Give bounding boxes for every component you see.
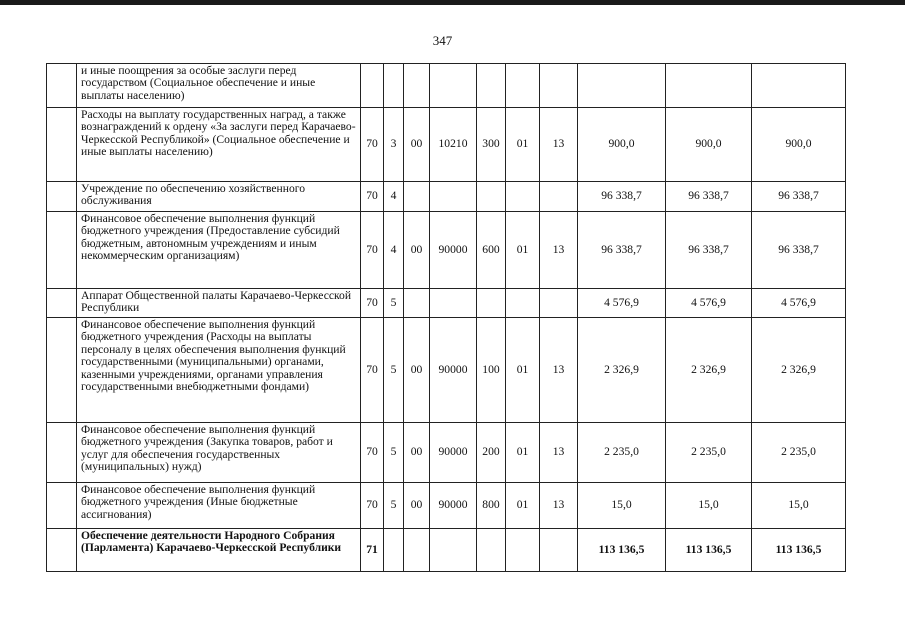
budget-table: [46, 63, 846, 572]
code-subsection: 13: [540, 423, 578, 483]
row-name: Финансовое обеспечение выполнения функций бюджетного учреждения (Иные бюджетные ассигнования): [77, 483, 361, 529]
code-subsection: [540, 182, 578, 212]
code-subprogram: 00: [404, 423, 430, 483]
amount-2: 2 235,0: [666, 423, 752, 483]
amount-3: 96 338,7: [752, 182, 846, 212]
table-row: [47, 182, 846, 212]
code-direction: [430, 529, 477, 572]
code-subsection: 13: [540, 318, 578, 423]
code-direction: [430, 182, 477, 212]
code-program: 4: [384, 182, 404, 212]
amount-3: 4 576,9: [752, 289, 846, 318]
code-subprogram: 00: [404, 318, 430, 423]
code-subprogram: 00: [404, 212, 430, 289]
code-admin: 70: [361, 182, 384, 212]
amount-2: 4 576,9: [666, 289, 752, 318]
code-direction: 90000: [430, 483, 477, 529]
code-program: [384, 64, 404, 108]
blank-cell: [47, 108, 77, 182]
code-program: 5: [384, 289, 404, 318]
code-program: 5: [384, 318, 404, 423]
blank-cell: [47, 423, 77, 483]
code-subsection: 13: [540, 108, 578, 182]
code-section: 01: [506, 423, 540, 483]
table-row: [47, 318, 846, 423]
blank-cell: [47, 64, 77, 108]
row-name: Аппарат Общественной палаты Карачаево-Черкесской Республики: [77, 289, 361, 318]
amount-2: 900,0: [666, 108, 752, 182]
code-expense-type: 100: [477, 318, 506, 423]
amount-3: 2 235,0: [752, 423, 846, 483]
amount-1: 15,0: [578, 483, 666, 529]
table-row: [47, 529, 846, 572]
row-name: Финансовое обеспечение выполнения функций бюджетного учреждения (Предоставление субсидий бюджетным, автономным учреждениям и иным некоммерческим организациям): [77, 212, 361, 289]
amount-1: 2 235,0: [578, 423, 666, 483]
amount-3: 900,0: [752, 108, 846, 182]
code-admin: 70: [361, 108, 384, 182]
amount-1: [578, 64, 666, 108]
code-subprogram: [404, 289, 430, 318]
table-row: [47, 64, 846, 108]
amount-1: 96 338,7: [578, 212, 666, 289]
amount-3: 2 326,9: [752, 318, 846, 423]
code-direction: [430, 289, 477, 318]
code-program: [384, 529, 404, 572]
row-name: Учреждение по обеспечению хозяйственного обслуживания: [77, 182, 361, 212]
table-row: [47, 212, 846, 289]
code-subprogram: [404, 182, 430, 212]
row-name: Финансовое обеспечение выполнения функций бюджетного учреждения (Закупка товаров, работ и услуг для обеспечения государственных (муниципальных) нужд): [77, 423, 361, 483]
amount-2: [666, 64, 752, 108]
table-row: [47, 108, 846, 182]
code-expense-type: 600: [477, 212, 506, 289]
code-section: [506, 289, 540, 318]
code-expense-type: 300: [477, 108, 506, 182]
table-row: [47, 289, 846, 318]
code-admin: 70: [361, 318, 384, 423]
amount-1: 2 326,9: [578, 318, 666, 423]
row-name: и иные поощрения за особые заслуги перед государством (Социальное обеспечение и иные выплаты населению): [77, 64, 361, 108]
amount-1: 900,0: [578, 108, 666, 182]
code-admin: [361, 64, 384, 108]
code-program: 5: [384, 423, 404, 483]
code-direction: [430, 64, 477, 108]
code-admin: 70: [361, 289, 384, 318]
code-direction: 10210: [430, 108, 477, 182]
code-expense-type: [477, 182, 506, 212]
code-program: 5: [384, 483, 404, 529]
code-expense-type: [477, 289, 506, 318]
row-name: Расходы на выплату государственных наград, а также вознаграждений к ордену «За заслуги перед Карачаево-Черкесской Республикой» (Социальное обеспечение и иные выплаты населению): [77, 108, 361, 182]
amount-2: 15,0: [666, 483, 752, 529]
code-section: 01: [506, 212, 540, 289]
blank-cell: [47, 182, 77, 212]
amount-3: 15,0: [752, 483, 846, 529]
code-expense-type: 200: [477, 423, 506, 483]
amount-1: 113 136,5: [578, 529, 666, 572]
code-expense-type: [477, 529, 506, 572]
row-name: Финансовое обеспечение выполнения функций бюджетного учреждения (Расходы на выплаты персоналу в целях обеспечения выполнения функций государственными (муниципальными) органами, казенными учреждениями, органами управления государственными внебюджетными фондами): [77, 318, 361, 423]
code-section: [506, 182, 540, 212]
code-section: 01: [506, 483, 540, 529]
code-subsection: 13: [540, 483, 578, 529]
amount-3: 96 338,7: [752, 212, 846, 289]
amount-2: 2 326,9: [666, 318, 752, 423]
code-subsection: [540, 529, 578, 572]
code-direction: 90000: [430, 318, 477, 423]
table-row: [47, 483, 846, 529]
code-expense-type: [477, 64, 506, 108]
amount-2: 96 338,7: [666, 182, 752, 212]
amount-1: 4 576,9: [578, 289, 666, 318]
row-name: Обеспечение деятельности Народного Собрания (Парламента) Карачаево-Черкесской Республики: [77, 529, 361, 572]
code-section: [506, 529, 540, 572]
code-subsection: [540, 289, 578, 318]
amount-3: [752, 64, 846, 108]
code-section: 01: [506, 318, 540, 423]
code-expense-type: 800: [477, 483, 506, 529]
scan-top-border: [0, 0, 905, 5]
code-subprogram: [404, 529, 430, 572]
code-direction: 90000: [430, 212, 477, 289]
code-program: 4: [384, 212, 404, 289]
amount-2: 96 338,7: [666, 212, 752, 289]
code-admin: 70: [361, 483, 384, 529]
code-admin: 71: [361, 529, 384, 572]
code-subsection: 13: [540, 212, 578, 289]
code-subprogram: 00: [404, 108, 430, 182]
page-number: 347: [432, 33, 453, 48]
code-program: 3: [384, 108, 404, 182]
amount-1: 96 338,7: [578, 182, 666, 212]
blank-cell: [47, 529, 77, 572]
blank-cell: [47, 318, 77, 423]
blank-cell: [47, 212, 77, 289]
table-row: [47, 423, 846, 483]
amount-2: 113 136,5: [666, 529, 752, 572]
blank-cell: [47, 483, 77, 529]
code-admin: 70: [361, 423, 384, 483]
amount-3: 113 136,5: [752, 529, 846, 572]
code-direction: 90000: [430, 423, 477, 483]
code-section: [506, 64, 540, 108]
code-admin: 70: [361, 212, 384, 289]
code-subsection: [540, 64, 578, 108]
code-subprogram: 00: [404, 483, 430, 529]
code-subprogram: [404, 64, 430, 108]
blank-cell: [47, 289, 77, 318]
code-section: 01: [506, 108, 540, 182]
